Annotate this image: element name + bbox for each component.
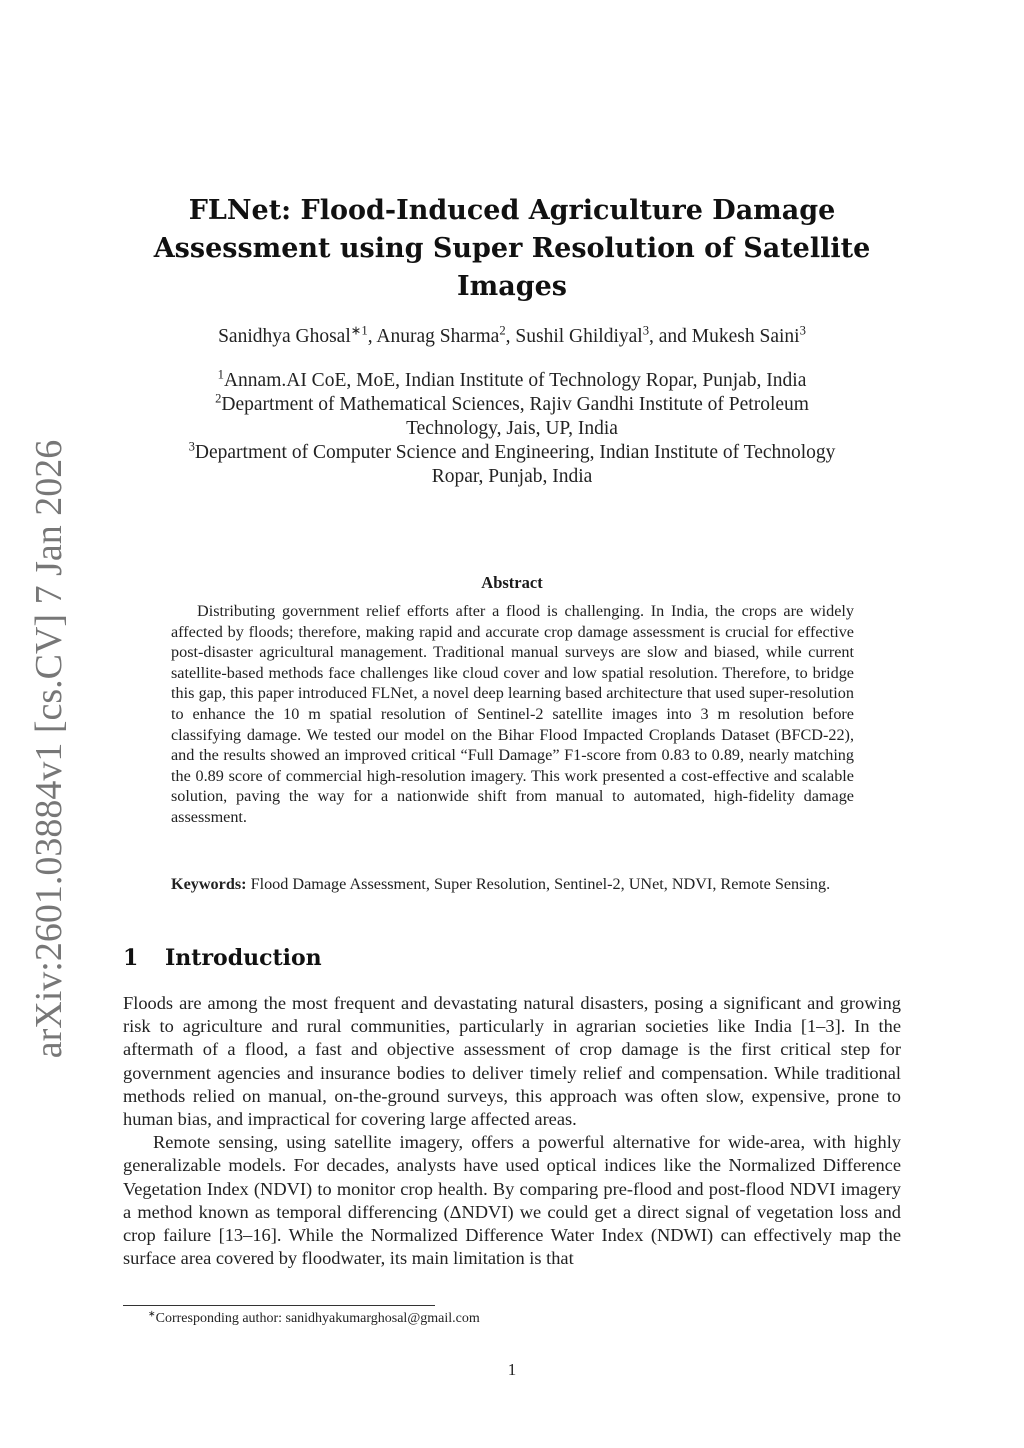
author-name: , Sushil Ghildiyal xyxy=(505,326,643,347)
affiliation-item: $^1$Annam.AI CoE, MoE, Indian Institute of Technology Ropar, Punjab, India xyxy=(217,367,807,391)
affiliation-list xyxy=(120,369,904,489)
author-affiliation-mark: ∗1 xyxy=(350,323,368,338)
section-heading xyxy=(123,945,322,971)
section-title: Introduction xyxy=(165,945,322,971)
title-line: Images xyxy=(457,271,567,302)
affiliation-item-continued: Ropar, Punjab, India xyxy=(431,466,593,487)
author-name: Sanidhya Ghosal xyxy=(218,326,351,347)
introduction-text xyxy=(123,992,901,1270)
affiliation-item-continued: Technology, Jais, UP, India xyxy=(406,418,618,439)
footnote-text: Corresponding author: sanidhyakumarghosal@gmail.com xyxy=(155,1311,480,1326)
paragraph: Remote sensing, using satellite imagery, offers a powerful alternative for wide-area, with highly generalizable models. For decades, analysts have used optical indices like the Normalized Difference Vegetation Index (NDVI) to monitor crop health. By comparing pre-flood and post-flood NDVI imagery a method known as temporal differencing (ΔNDVI) we could get a direct signal of vegetation loss and crop failure [13–16]. While the Normalized Difference Water Index (NDWI) can effectively map the surface area covered by floodwater, its main limitation is that xyxy=(123,1132,901,1269)
abstract-body: Distributing government relief efforts after a flood is challenging. In India, the crops are widely affected by floods; therefore, making rapid and accurate crop damage assessment is crucial for effective post-disaster agricultural management. Traditional manual surveys are slow and biased, while current satellite-based methods face challenges like cloud cover and low spatial resolution. Therefore, to bridge this gap, this paper introduced FLNet, a novel deep learning based architecture that used super-resolution to enhance the 10 m spatial resolution of Sentinel-2 satellite images into 3 m resolution before classifying damage. We tested our model on the Bihar Flood Impacted Croplands Dataset (BFCD-22), and the results showed an improved critical “Full Damage” F1-score from 0.83 to 0.89, nearly matching the 0.89 score of commercial high-resolution imagery. This work presented a cost-effective and scalable solution, paving the way for a nationwide shift from manual to automated, high-fidelity damage assessment. xyxy=(171,602,854,826)
author-list xyxy=(120,323,904,348)
title-line: Assessment using Super Resolution of Satellite xyxy=(153,233,871,264)
affiliation-item: $^3$Department of Computer Science and Engineering, Indian Institute of Technology xyxy=(188,439,836,463)
arxiv-identifier-stamp: arXiv:2601.03884v1 [cs.CV] 7 Jan 2026 xyxy=(28,439,70,1059)
title-line: FLNet: Flood-Induced Agriculture Damage xyxy=(188,195,836,226)
author-affiliation-mark: 3 xyxy=(799,323,806,338)
keywords xyxy=(171,874,854,895)
paper-title xyxy=(150,192,874,306)
author-name: , and Mukesh Saini xyxy=(649,326,800,347)
author-name: , Anurag Sharma xyxy=(367,326,500,347)
page-number: 1 xyxy=(507,1360,517,1379)
keywords-label: Keywords: xyxy=(171,875,247,893)
footnote-rule xyxy=(123,1305,435,1306)
affiliation-item: $^2$Department of Mathematical Sciences, Rajiv Gandhi Institute of Petroleum xyxy=(215,391,809,415)
author-affiliation-mark: 3 xyxy=(642,323,650,338)
section-number: 1 xyxy=(123,945,139,971)
abstract-heading: Abstract xyxy=(481,573,543,592)
paragraph: Floods are among the most frequent and devastating natural disasters, posing a significant and growing risk to agriculture and rural communities, particularly in agrarian societies like India [1–3]. In the aftermath of a flood, a fast and objective assessment of crop damage is the first critical step for government agencies and insurance bodies to deliver timely relief and compensation. While traditional methods relied on manual, on-the-ground surveys, this approach was often slow, expensive, prone to human bias, and impractical for covering large affected areas. xyxy=(123,993,901,1130)
author-affiliation-mark: 2 xyxy=(499,323,506,338)
keywords-text: Flood Damage Assessment, Super Resolution, Sentinel-2, UNet, NDVI, Remote Sensing. xyxy=(250,875,831,893)
footnote-mark: ∗ xyxy=(148,1308,156,1319)
footnote xyxy=(148,1308,480,1327)
